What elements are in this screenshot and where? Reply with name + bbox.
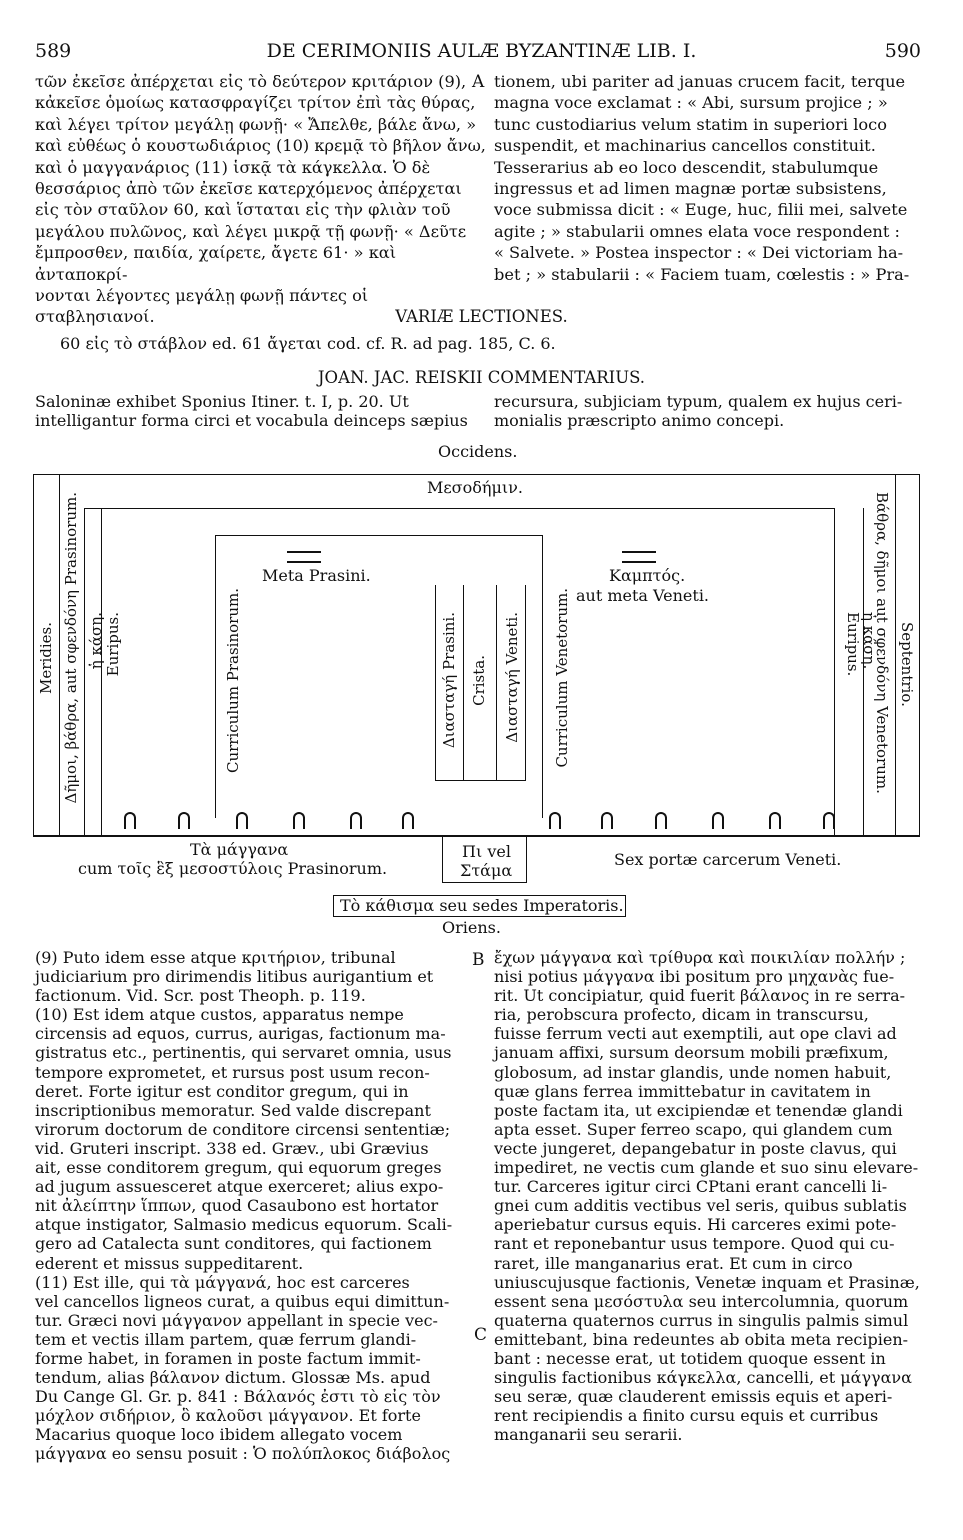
notes-right-column	[494, 948, 926, 1444]
margin-letter-b: B	[472, 950, 485, 970]
note-line: ria, perobscura profecto, dicam in transcursu,	[494, 1005, 869, 1025]
latin-line: agite ; » stabularii omnes elata voce respondent :	[494, 221, 900, 241]
band-divider-right-1	[834, 508, 835, 836]
note-line: virorum doctorum de conditore circensi sententiæ;	[35, 1119, 451, 1139]
latin-text-column	[494, 71, 934, 285]
note-line: manganarii seu serarii.	[494, 1425, 683, 1445]
diastage-prasini-line	[435, 585, 436, 780]
pi-left	[442, 836, 443, 882]
label-crista: Crista.	[470, 655, 488, 706]
page-number-right: 590	[884, 40, 921, 62]
spina-base-line	[435, 780, 526, 781]
note-line: uniuscujusque factionis, Venetæ inquam et Prasinæ,	[494, 1272, 920, 1292]
note-line: rent recipiendis a finito cursu equis et curribus	[494, 1406, 879, 1426]
carcer-gate	[769, 812, 781, 829]
notes-left-column	[35, 948, 468, 1464]
note-line: (11) Est ille, qui τὰ μάγγανά, hoc est carceres	[35, 1272, 410, 1292]
carcer-gate	[712, 812, 724, 829]
label-euripus-left: Euripus.	[104, 612, 122, 677]
commentary-left-line: Saloninæ exhibet Sponius Itiner. t. I, p. 20. Ut	[35, 392, 409, 411]
meta-prasini-mark-2	[287, 561, 321, 563]
note-line: nisi potius μάγγανα ibi positum pro μηχανὰς fue-	[494, 967, 895, 987]
label-meridies: Meridies.	[37, 622, 55, 694]
page-number-left: 589	[35, 40, 72, 62]
label-manggana-1: Τὰ μάγγανα	[190, 840, 289, 859]
note-line: Macarius quoque loco ibidem allegato vocem	[35, 1425, 403, 1445]
pi-base	[442, 882, 527, 883]
note-line: rant et reponebantur usus tempore. Quod qui cu-	[494, 1234, 895, 1254]
note-line: januam affixi, sursum deorsum mobili præfixum,	[494, 1043, 889, 1063]
note-line: tem et vectis illam partem, quæ ferrum glandi-	[35, 1329, 417, 1349]
greek-text-column	[35, 71, 487, 328]
band-divider-right-2	[863, 508, 864, 836]
latin-line: tunc custodiarius velum statim in superiori loco	[494, 114, 887, 134]
margin-letter-c: C	[474, 1325, 488, 1345]
label-diastage-prasini: Διασταγή Prasini.	[440, 612, 458, 749]
commentary-right-line: recursura, subjiciam typum, qualem ex hujus ceri-	[494, 392, 903, 411]
note-line: tendum, alias βάλανον dictum. Glossæ Ms. apud	[35, 1368, 431, 1388]
note-line: fuisse ferrum vecti aut exemptili, aut ope clavi ad	[494, 1024, 897, 1044]
label-euripus-right: Euripus.	[844, 612, 862, 677]
label-meta-prasini: Meta Prasini.	[262, 566, 371, 585]
label-occidens: Occidens.	[438, 442, 518, 461]
carcer-gate	[549, 812, 561, 829]
note-line: nit ἀλείπτην ἵππων, quod Casaubono est hortator	[35, 1196, 439, 1216]
note-line: globosum, ad instar glandis, unde nomen habuit,	[494, 1062, 892, 1082]
carcer-gate	[402, 812, 414, 829]
greek-line: ἔμπροσθεν, παιδία, χαίρετε, ἄγετε 61· » καὶ ἀνταποκρί-	[35, 243, 397, 284]
running-title: DE CERIMONIIS AULÆ BYZANTINÆ LIB. I.	[266, 40, 697, 62]
greek-line: εἰς τὸν σταῦλον 60, καὶ ἵσταται εἰς τὴν φλιὰν τοῦ	[35, 200, 451, 220]
carcer-gate	[655, 812, 667, 829]
crista-line-right	[496, 585, 497, 780]
latin-line: Tesserarius ab eo loco descendit, stabulumque	[494, 157, 879, 177]
diastage-veneti-line	[525, 585, 526, 780]
note-line: singulis factionibus κάγκελλα, cancelli, et μάγγανα	[494, 1368, 912, 1388]
label-mesodimin: Μεσοδήμιν.	[427, 478, 523, 497]
note-line: aperiebatur cursus equis. Hi carceres eximi pote-	[494, 1215, 897, 1235]
carcer-gate	[823, 812, 835, 829]
note-line: impediret, ne vectis cum glande et suo sinu elevare-	[494, 1158, 919, 1178]
spina-right	[542, 535, 543, 818]
latin-line: tionem, ubi pariter ad januas crucem facit, terque	[494, 72, 906, 91]
note-line: quaterna quaternos currus in singulis palmis simul	[494, 1310, 909, 1330]
note-line: quæ glans ferrea immittebatur in cavitatem in	[494, 1081, 871, 1101]
note-line: forme habet, in foramen in poste factum immit-	[35, 1348, 421, 1368]
label-kathisma: Τὸ κάθισμα seu sedes Imperatoris.	[340, 896, 624, 915]
latin-line: « Salvete. » Postea inspector : « Dei victoriam ha-	[494, 243, 904, 263]
note-line: (9) Puto idem esse atque κριτήριον, tribunal	[35, 948, 396, 967]
note-line: rit. Ut concipiatur, quid fuerit βάλανος in re serra-	[494, 986, 906, 1006]
note-line: vid. Gruteri inscript. 338 ed. Græv., ubi Grævius	[35, 1138, 429, 1158]
variae-heading: VARIÆ LECTIONES.	[395, 307, 568, 326]
note-line: raret, ille manganarius erat. Et cum in circo	[494, 1253, 853, 1273]
note-line: μάγγανα eo sensu posuit : Ὁ πολύπλοκος διάβολος	[35, 1444, 451, 1464]
label-kamptos: Καμπτός.	[609, 566, 686, 585]
note-line: circensis ad equos, currus, aurigas, factionum ma-	[35, 1024, 446, 1044]
carcer-gate	[350, 812, 362, 829]
note-line: seu seræ, quæ clauderent emissis equis et aperi-	[494, 1387, 893, 1407]
note-line: μόχλον σιδήριον, ὃ καλοῦσι μάγγανον. Et forte	[35, 1406, 421, 1426]
commentary-right-line: monialis præscripto animo concepi.	[494, 411, 785, 430]
note-line: tempore exprometet, et rursus post usum recon-	[35, 1062, 430, 1082]
carcer-gate	[124, 812, 136, 829]
latin-line: voce submissa dicit : « Euge, huc, filii mei, salvete	[494, 200, 908, 220]
label-manggana-2: cum τοῖς ἓξ μεσοστύλοις Prasinorum.	[78, 859, 388, 878]
latin-line: bet ; » stabularii : « Faciem tuam, cœlestis : » Pra-	[494, 264, 910, 284]
meta-veneti-mark-2	[622, 561, 656, 563]
label-stama: Στάμα	[460, 861, 513, 880]
note-line: atque instigator, Salmasio medicus equorum. Scali-	[35, 1215, 453, 1235]
note-line: (10) Est idem atque custos, apparatus nempe	[35, 1005, 404, 1025]
band-divider-left-1	[59, 474, 60, 836]
latin-line: magna voce exclamat : « Abi, sursum projice ; »	[494, 93, 888, 113]
carcer-gate	[293, 812, 305, 829]
commentary-left	[35, 392, 468, 430]
note-line: judiciarium pro dirimendis litibus aurigantium et	[35, 967, 434, 987]
note-line: gero ad Catalecta sunt conditores, qui factionem	[35, 1234, 432, 1254]
note-line: essent sena μεσόστυλα seu intercolumnia, quorum	[494, 1291, 909, 1311]
crista-line-left	[463, 585, 464, 780]
arena-top-line	[84, 508, 834, 509]
meta-veneti-mark-1	[622, 551, 656, 553]
note-line: ait, esse conditorem gregum, qui equorum greges	[35, 1158, 442, 1178]
note-line: bant : necesse erat, ut totidem quoque essent in	[494, 1348, 886, 1368]
note-line: ad jugum assuesceret atque exerceret; alius expo-	[35, 1177, 444, 1197]
greek-line: θεσσάριος ἀπὸ τῶν ἐκεῖσε κατερχόμενος ἀπέρχεται	[35, 179, 462, 199]
gates-baseline	[33, 836, 920, 837]
note-line: vel cancellos ligneos curat, a quibus equi dimittun-	[35, 1291, 450, 1311]
note-line: apta esset. Super ferreo scapo, qui glandem cum	[494, 1119, 893, 1139]
commentary-right	[494, 392, 902, 430]
label-h-kasi-left: ἡ κάση.	[87, 612, 105, 670]
note-line: gnei cum additis vectibus vel seris, quibus sublatis	[494, 1196, 907, 1216]
spina-left	[215, 535, 216, 818]
note-line: Du Cange Gl. Gr. p. 841 : Βάλανός ἐστι τὸ εἰς τὸν	[35, 1387, 441, 1407]
pi-right	[526, 836, 527, 882]
carcer-gate	[236, 812, 248, 829]
note-line: tur. Græci novi μάγγανον appellant in specie vec-	[35, 1310, 438, 1330]
greek-line: τῶν ἐκεῖσε ἀπέρχεται εἰς τὸ δεύτερον κριτάριον (9),	[35, 72, 467, 91]
note-line: vecte jungeret, depangebatur in poste clavus, qui	[494, 1138, 897, 1158]
greek-line: καὶ εὐθέως ὁ κουστωδιάριος (10) κρεμᾷ τὸ βῆλον ἄνω,	[35, 136, 486, 156]
label-diastage-veneti: Διασταγή Veneti.	[503, 612, 521, 743]
carcer-gate	[178, 812, 190, 829]
note-line: gistratus etc., pertinentis, qui servaret omnia, usus	[35, 1043, 452, 1063]
greek-line: καὶ λέγει τρίτον μεγάλῃ φωνῇ· « Ἄπελθε, βάλε ἄνω, »	[35, 114, 477, 134]
note-line: inscriptionibus memoratur. Sed valde discrepant	[35, 1100, 431, 1120]
note-line: poste factam ita, ut excipiendæ et tenendæ glandi	[494, 1100, 903, 1120]
label-septentrio: Septentrio.	[898, 622, 916, 707]
greek-line: καὶ ὁ μαγγανάριος (11) ἱσκᾷ τὰ κάγκελλα. Ὁ δὲ	[35, 157, 431, 177]
note-line: emittebant, bina redeuntes ab obita meta recipien-	[494, 1329, 909, 1349]
label-curriculum-venetorum: Curriculum Venetorum.	[553, 588, 571, 768]
band-divider-left-2	[84, 508, 85, 836]
note-line: deret. Forte igitur est conditor gregum, qui in	[35, 1081, 409, 1101]
label-oriens: Oriens.	[442, 918, 501, 937]
meta-prasini-mark-1	[287, 551, 321, 553]
label-pi-vel: Πι vel	[462, 842, 511, 861]
label-sex-portae: Sex portæ carcerum Veneti.	[614, 850, 842, 869]
greek-line: κἀκεῖσε ὁμοίως κατασφραγίζει τρίτον ἐπὶ τὰς θύρας,	[35, 93, 476, 113]
note-line: tur. Carceres igitur circi CPtani erant cancelli li-	[494, 1177, 888, 1197]
band-divider-right-3	[895, 474, 896, 836]
note-line: factionum. Vid. Scr. post Theoph. p. 119.	[35, 986, 366, 1006]
commentary-left-line: intelligantur forma circi et vocabula deinceps sæpius	[35, 411, 468, 430]
label-curriculum-prasinorum: Curriculum Prasinorum.	[224, 588, 242, 774]
note-line: ἔχων μάγγανα καὶ τρίθυρα καὶ ποικιλίαν πολλήν ;	[494, 948, 906, 967]
band-divider-left-3	[101, 508, 102, 836]
greek-line: νονται λέγοντες μεγάλῃ φωνῇ πάντες οἱ σταβλησιανοί.	[35, 286, 369, 327]
label-left-outer: Δῆμοι, βάθρα, aut σφενδόνη Prasinorum.	[62, 492, 80, 804]
greek-line: μεγάλου πυλῶνος, καὶ λέγει μικρᾷ τῇ φωνῇ· « Δεῦτε	[35, 221, 467, 241]
latin-line: suspendit, et machinarius cancellos constituit.	[494, 136, 876, 156]
label-aut-meta-veneti: aut meta Veneti.	[576, 586, 710, 605]
commentary-heading: JOAN. JAC. REISKII COMMENTARIUS.	[317, 368, 646, 387]
note-line: ederent et missus suppeditarent.	[35, 1253, 304, 1273]
label-h-kasi-right: ἡ κάση.	[860, 612, 878, 670]
spina-top	[215, 535, 543, 536]
label-right-outer: Βάθρα, δῆμοι aut σφενδόνη Venetorum.	[873, 492, 891, 794]
latin-line: ingressus et ad limen magnæ portæ subsistens,	[494, 179, 887, 199]
carcer-gate	[601, 812, 613, 829]
margin-letter-a: A	[472, 72, 485, 92]
variae-line: 60 εἰς τὸ στάβλον ed. 61 ἄγεται cod. cf. R. ad pag. 185, C. 6.	[60, 334, 556, 353]
